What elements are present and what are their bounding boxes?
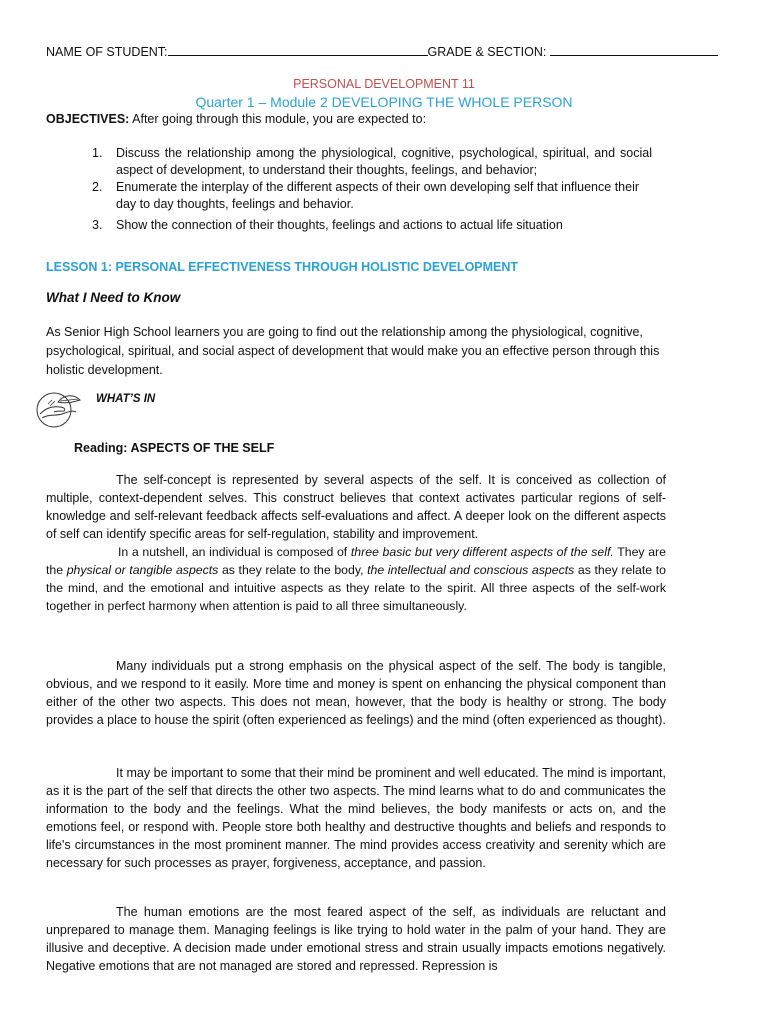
student-name-label: NAME OF STUDENT: <box>46 45 168 59</box>
hand-with-leaf-icon <box>34 390 86 430</box>
reading-name: ASPECTS OF THE SELF <box>127 441 275 455</box>
module-title: Quarter 1 – Module 2 DEVELOPING THE WHOLE PERSON <box>195 94 573 110</box>
objective-number: 1. <box>92 146 103 160</box>
section-heading-what-i-need-to-know: What I Need to Know <box>46 290 181 305</box>
paragraph-text: as they relate to the mind, and the emotional and intuitive aspects as they relate to the spirit. All three aspects of the self-work together in perfect harmony when attention is paid to all three simultaneously. <box>46 563 666 613</box>
objective-item <box>92 179 652 213</box>
grade-section-label: GRADE & SECTION: <box>427 45 547 59</box>
objectives-list <box>92 145 652 234</box>
student-name-blank[interactable] <box>168 44 428 56</box>
grade-section-blank[interactable] <box>550 44 718 56</box>
paragraph-text: They are the <box>46 545 666 577</box>
paragraph-emphasis: physical or tangible aspects <box>66 563 219 577</box>
paragraph-text: as they relate to the body, <box>218 563 368 577</box>
objective-text: Enumerate the interplay of the different aspects of their own developing self that influence their day to day thoughts, feelings and behavior. <box>116 180 640 211</box>
need-to-know-paragraph: As Senior High School learners you are going to find out the relationship among the physiological, cognitive, psychological, spiritual, and social aspect of development that would make you an effective person through this holistic development. <box>46 325 660 377</box>
objectives-intro <box>46 112 426 126</box>
reading-label: Reading: <box>74 441 128 455</box>
paragraph-text: It may be important to some that their mind be prominent and well educated. The mind is important, as it is the part of the self that directs the other two aspects. The mind learns what to do and communicates the information to the body and the feelings. What the mind believes, the body manifests or acts on, and the emotions feel, or respond with. People store both healthy and destructive thoughts and beliefs and responds to life's circumstances in the most prominent manner. The mind provides access creativity and serenity which are necessary for such processes as prayer, forgiveness, acceptance, and passion. <box>46 766 666 870</box>
paragraph-text: In a nutshell, an individual is composed of <box>118 545 351 559</box>
objective-item <box>92 217 652 234</box>
subject-title: PERSONAL DEVELOPMENT 11 <box>293 77 475 91</box>
whats-in-heading: WHAT’S IN <box>96 393 156 405</box>
paragraph-emphasis: the intellectual and conscious aspects <box>367 563 575 577</box>
paragraph-text: The human emotions are the most feared aspect of the self, as individuals are reluctant and unprepared to manage them. Managing feelings is like trying to hold water in the palm of your hand. They are illusive and deceptive. A decision made under emotional stress and strain usually impacts emotions negatively. Negative emotions that are not managed are stored and repressed. Repression is <box>46 905 666 973</box>
paragraph-physical <box>46 657 666 729</box>
objectives-intro-text: After going through this module, you are expected to: <box>129 112 427 126</box>
paragraph-text: The self-concept is represented by several aspects of the self. It is conceived as collection of multiple, context-dependent selves. This construct believes that context activates particular regions of self-knowledge and self-relevant feedback affects self-evaluations and affect. A deeper look on the different aspects of self can identify specific areas for self-regulation, stability and improvement. <box>46 473 666 541</box>
objective-number: 3. <box>92 218 103 232</box>
objective-text: Discuss the relationship among the physiological, cognitive, psychological, spiritual, and social aspect of development, to understand their thoughts, feelings, and behavior; <box>116 146 652 177</box>
paragraph-emphasis: three basic but very different aspects of the self. <box>350 545 614 559</box>
student-info-row <box>46 44 718 59</box>
lesson-title: LESSON 1: PERSONAL EFFECTIVENESS THROUGH HOLISTIC DEVELOPMENT <box>46 260 519 274</box>
paragraph-mind <box>46 764 666 872</box>
objective-text: Show the connection of their thoughts, feelings and actions to actual life situation <box>116 218 563 232</box>
paragraph-nutshell <box>46 543 666 615</box>
objective-item <box>92 145 652 179</box>
paragraph-emotions <box>46 903 666 975</box>
objective-number: 2. <box>92 180 103 194</box>
objectives-label: OBJECTIVES: <box>46 112 130 126</box>
reading-title <box>74 441 274 455</box>
paragraph-self-concept <box>46 471 666 543</box>
paragraph-text: Many individuals put a strong emphasis on the physical aspect of the self. The body is tangible, obvious, and we respond to it easily. More time and money is spent on enhancing the physical component than either of the other two aspects. This does not mean, however, that the body is healthy or strong. The body provides a place to house the spirit (often experienced as feelings) and the mind (often experienced as thought). <box>46 659 666 727</box>
